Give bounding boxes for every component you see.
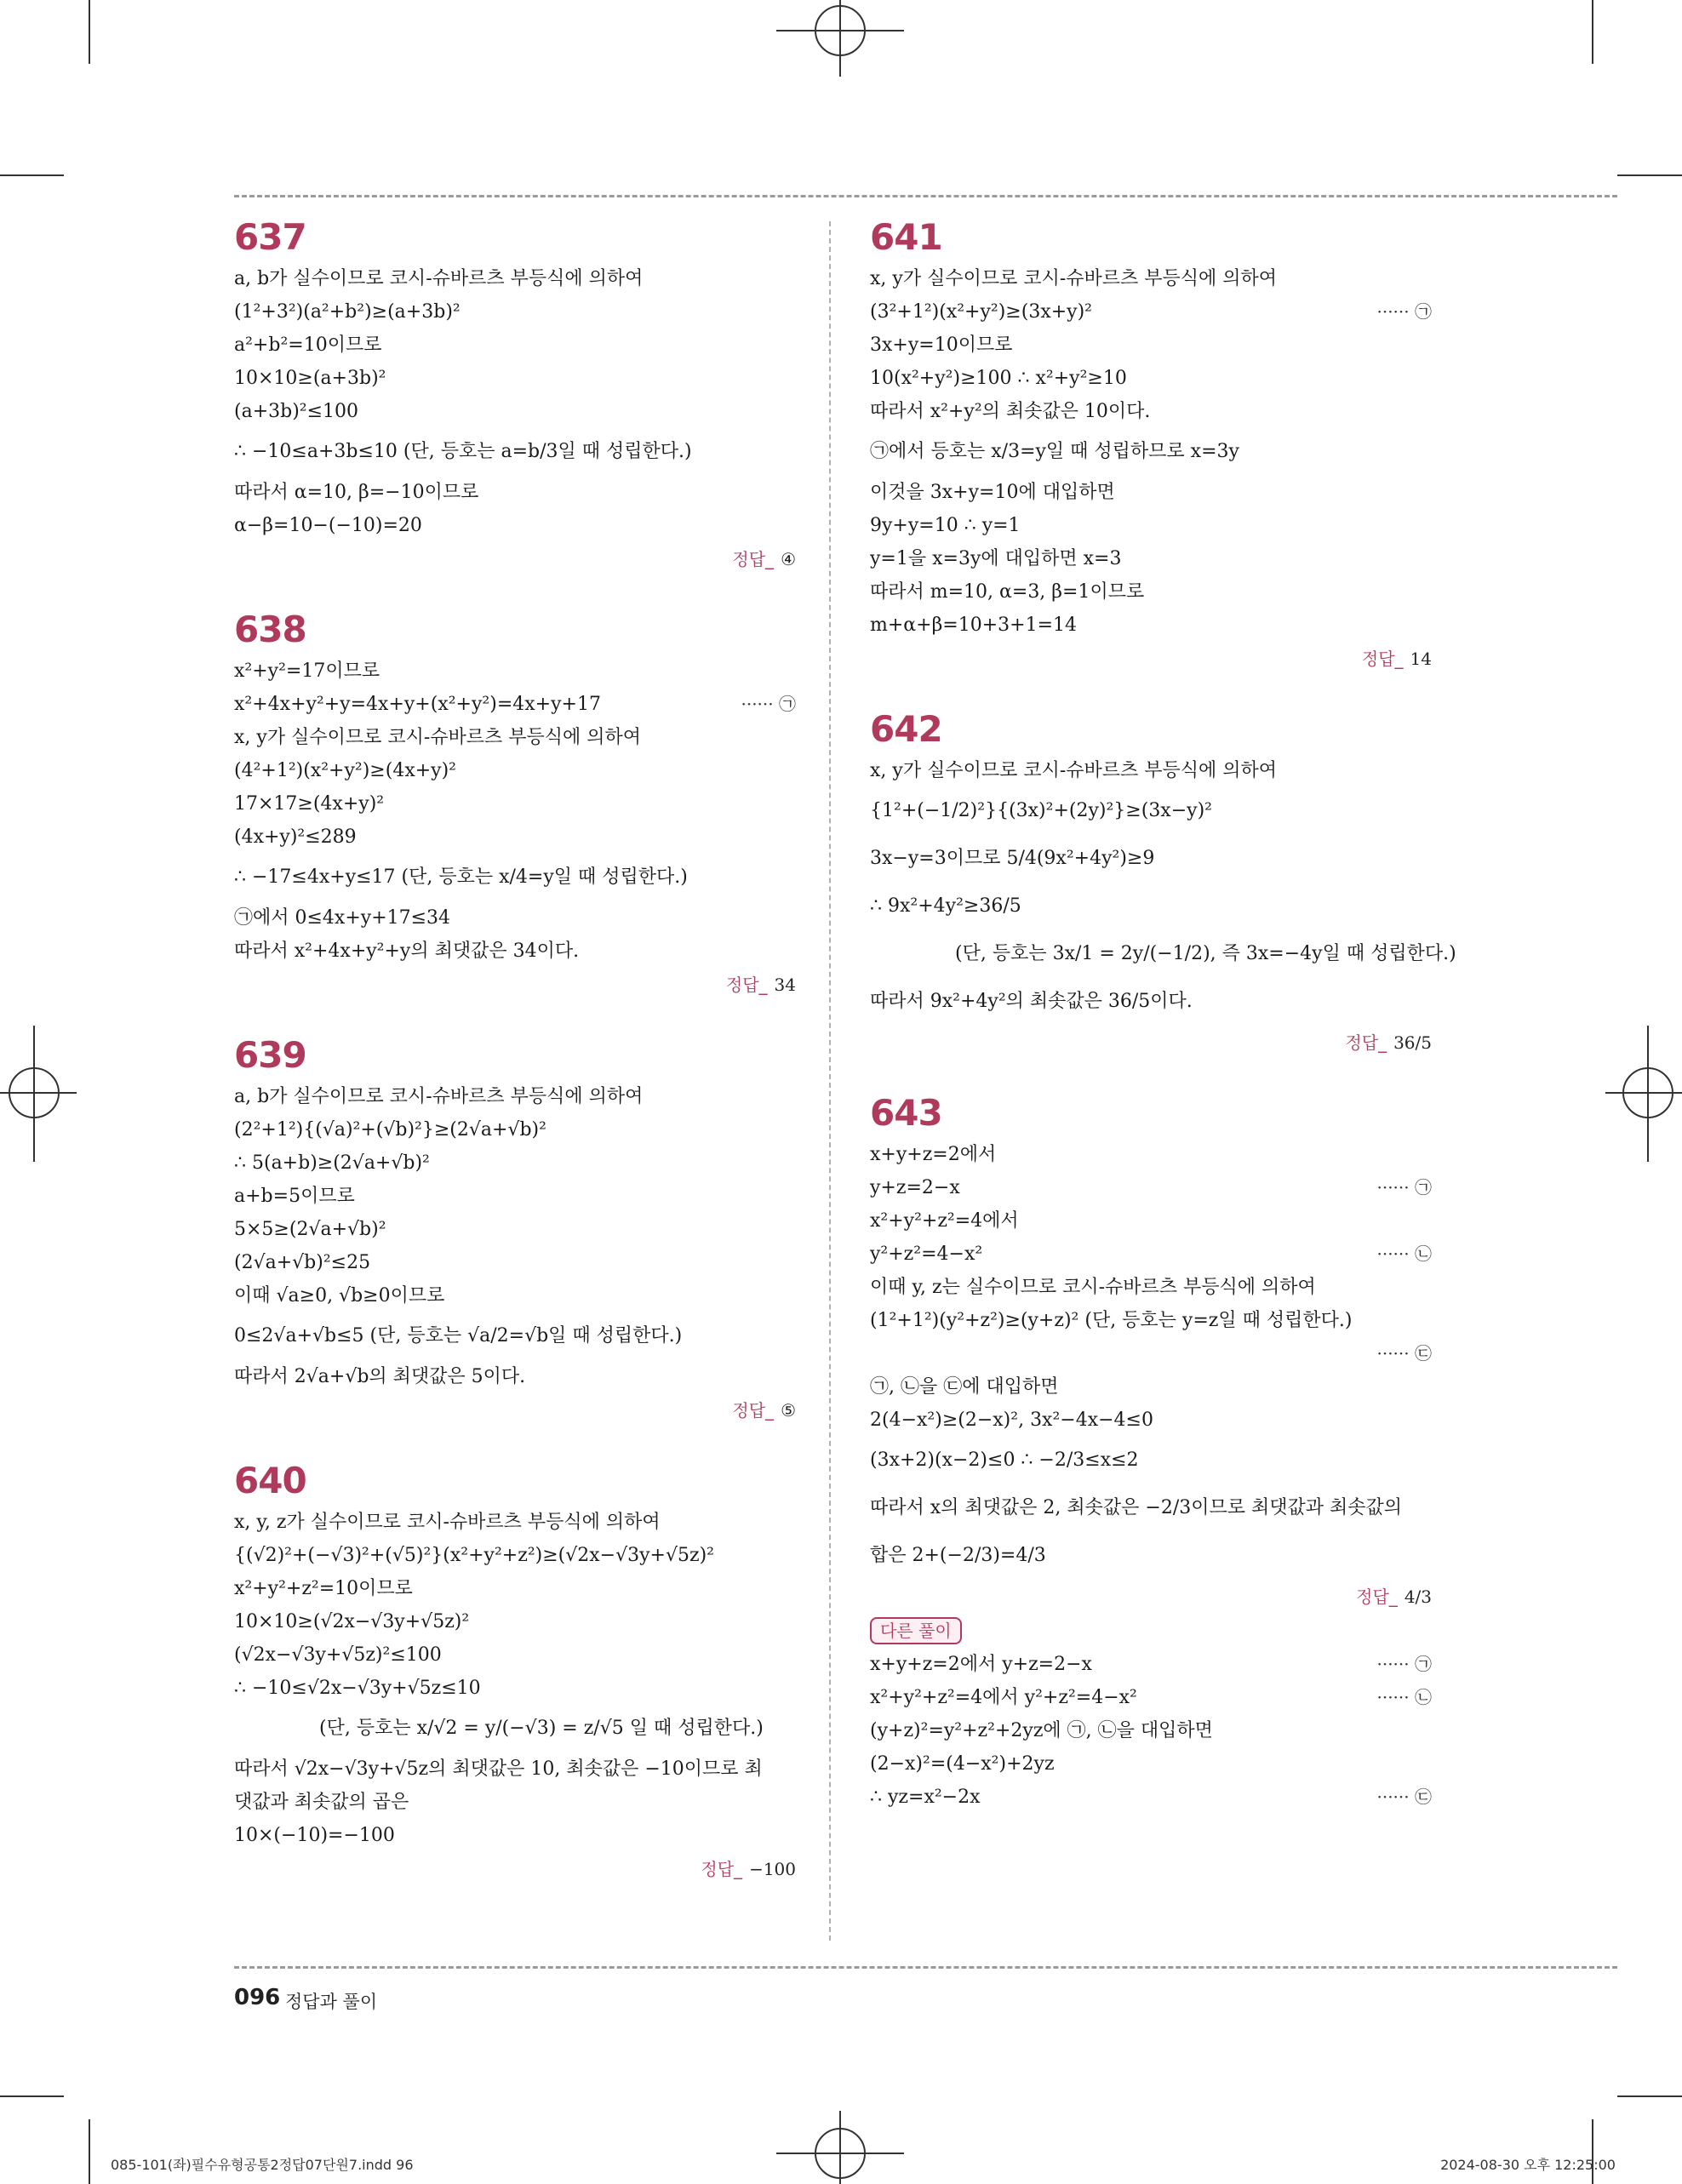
solution-line: [234, 1312, 796, 1360]
solution-line: [870, 1370, 1432, 1404]
solution-text: 이때 √a≥0, √b≥0이므로: [234, 1285, 445, 1306]
problem-gap: [234, 1427, 796, 1456]
solution-line: [234, 688, 796, 721]
problem-637: [234, 213, 796, 576]
solution-text: (1²+3²)(a²+b²)≥(a+3b)²: [234, 301, 461, 323]
solution-text: x, y가 실수이므로 코시-슈바르츠 부등식에 의하여: [234, 727, 642, 748]
section-label: 정답과 풀이: [285, 1992, 378, 2012]
solution-text: 9y+y=10 ∴ y=1: [870, 515, 1021, 536]
solution-text: (4x+y)²≤289: [234, 826, 357, 848]
solution-line: [234, 1146, 796, 1180]
answer-label: 정답_: [732, 549, 775, 569]
solution-text: 10×(−10)=−100: [234, 1825, 395, 1846]
solution-line: [234, 1672, 796, 1705]
problem-638: [234, 605, 796, 1002]
answer-value: 14: [1410, 649, 1432, 669]
solution-line: [234, 1279, 796, 1312]
solution-line: [234, 1605, 796, 1638]
problem-number: 640: [234, 1460, 306, 1501]
answer-label: 정답_: [1356, 1587, 1398, 1607]
problem-number: 638: [234, 609, 306, 650]
solution-line: [870, 1532, 1432, 1580]
answer-value: 4/3: [1404, 1587, 1432, 1607]
solution-line: [234, 428, 796, 476]
solution-text: y+z=2−x: [870, 1177, 960, 1198]
registration-mark: [0, 1092, 77, 1094]
solution-text: (y+z)²=y²+z²+2yz에 ㉠, ㉡을 대입하면: [870, 1720, 1213, 1741]
solution-text: x²+y²=17이므로: [234, 660, 380, 682]
solution-text: ∴ −10≤a+3b≤10 (단, 등호는 a=b/3일 때 성립한다.): [234, 441, 692, 462]
solution-line: [870, 609, 1432, 642]
solution-text: ∴ 5(a+b)≥(2√a+√b)²: [234, 1152, 430, 1174]
solution-text: ∴ −10≤√2x−√3y+√5z≤10: [234, 1678, 481, 1699]
solution-text: (2√a+√b)²≤25: [234, 1252, 371, 1273]
solution-line: [870, 509, 1432, 542]
solution-line: [870, 1681, 1432, 1714]
solution-line: [234, 854, 796, 901]
solution-line: [870, 1747, 1432, 1781]
equation-tag: ······ ㉠: [1376, 1177, 1432, 1198]
solution-text: 따라서 m=10, α=3, β=1이므로: [870, 581, 1145, 603]
crop-mark: [0, 174, 64, 176]
equation-tag: ······ ㉠: [1376, 301, 1432, 322]
solution-line: [234, 1113, 796, 1146]
page-number: 096: [234, 1985, 281, 2010]
solution-line: [234, 1180, 796, 1213]
answer-line: [234, 968, 796, 1002]
print-slug-date: 2024-08-30 오후 12:25:00: [1440, 2157, 1616, 2173]
answer-label: 정답_: [732, 1400, 775, 1421]
solution-text: y²+z²=4−x²: [870, 1244, 983, 1265]
equation-tag: ······ ㉢: [1376, 1787, 1432, 1807]
problem-number: 637: [234, 216, 306, 258]
solution-text: x²+y²+z²=4에서 y²+z²=4−x²: [870, 1687, 1137, 1708]
solution-text: 따라서 √2x−√3y+√5z의 최댓값은 10, 최솟값은 −10이므로 최: [234, 1758, 763, 1780]
solution-text: 따라서 x의 최댓값은 2, 최솟값은 −2/3이므로 최댓값과 최솟값의: [870, 1497, 1402, 1518]
solution-text: a, b가 실수이므로 코시-슈바르츠 부등식에 의하여: [234, 268, 644, 289]
equation-tag: ······ ㉡: [1376, 1244, 1432, 1264]
problem-gap: [870, 1060, 1432, 1089]
crop-mark: [1592, 2119, 1593, 2184]
solution-line: [870, 835, 1432, 883]
answer-line: [234, 542, 796, 576]
solution-text: 17×17≥(4x+y)²: [234, 793, 385, 815]
solution-text: {(√2)²+(−√3)²+(√5)²}(x²+y²+z²)≥(√2x−√3y+√5z)²: [234, 1545, 714, 1566]
solution-line: [870, 1171, 1432, 1204]
answer-value: ④: [781, 549, 796, 569]
equation-tag: ······ ㉠: [741, 694, 796, 714]
solution-line: [870, 1714, 1432, 1747]
solution-line: [234, 754, 796, 787]
problem-number: 641: [870, 216, 942, 258]
solution-line: [234, 1213, 796, 1246]
answer-value: −100: [749, 1859, 796, 1879]
solution-text: 따라서 2√a+√b의 최댓값은 5이다.: [234, 1366, 526, 1387]
solution-text: ㉠, ㉡을 ㉢에 대입하면: [870, 1376, 1059, 1398]
solution-text: (4²+1²)(x²+y²)≥(4x+y)²: [234, 760, 456, 781]
solution-text: m+α+β=10+3+1=14: [870, 615, 1078, 636]
solution-line: [234, 935, 796, 968]
equation-tag: ······ ㉠: [1376, 1654, 1432, 1674]
solution-text: ㉠에서 등호는 x/3=y일 때 성립하므로 x=3y: [870, 441, 1239, 462]
solution-line: [870, 1781, 1432, 1814]
solution-text: ㉠에서 0≤4x+y+17≤34: [234, 907, 451, 929]
solution-line: [870, 883, 1432, 930]
solution-text: 10×10≥(√2x−√3y+√5z)²: [234, 1611, 470, 1632]
crop-mark: [1617, 2095, 1682, 2097]
crop-mark: [89, 2119, 90, 2184]
solution-line: [870, 395, 1432, 428]
solution-text: 2(4−x²)≥(2−x)², 3x²−4x−4≤0: [870, 1409, 1153, 1431]
answer-value: 36/5: [1393, 1032, 1432, 1053]
crop-mark: [89, 0, 90, 64]
answer-line: [870, 1580, 1432, 1614]
solution-line: [234, 1360, 796, 1393]
problem-gap: [234, 576, 796, 605]
solution-line: [870, 295, 1432, 329]
solution-text: ∴ yz=x²−2x: [870, 1787, 981, 1808]
solution-line: [234, 1572, 796, 1605]
solution-text: x²+y²+z²=4에서: [870, 1210, 1019, 1232]
crop-mark: [1592, 0, 1593, 64]
problem-number: 643: [870, 1092, 942, 1134]
answer-value: 34: [774, 975, 796, 995]
solution-line: [870, 575, 1432, 609]
solution-text: 따라서 α=10, β=−10이므로: [234, 482, 479, 503]
top-divider: [234, 195, 1617, 197]
solution-line: [870, 329, 1432, 362]
solution-text: a, b가 실수이므로 코시-슈바르츠 부등식에 의하여: [234, 1086, 644, 1107]
solution-line: [870, 787, 1432, 835]
solution-line: [234, 509, 796, 542]
problem-639: [234, 1031, 796, 1427]
solution-line: [234, 1705, 796, 1752]
solution-line: [870, 1238, 1432, 1271]
solution-line: [870, 362, 1432, 395]
equation-tag: ······ ㉡: [1376, 1687, 1432, 1707]
solution-line: [234, 1080, 796, 1113]
problem-641: [870, 213, 1432, 676]
solution-text: (단, 등호는 3x/1 = 2y/(−1/2), 즉 3x=−4y일 때 성립한다.): [955, 943, 1456, 964]
crop-mark: [1617, 174, 1682, 176]
solution-text: 10×10≥(a+3b)²: [234, 368, 386, 389]
solution-line: [870, 754, 1432, 787]
solution-line: [870, 1404, 1432, 1437]
column-divider: [829, 221, 831, 1941]
solution-line: [234, 362, 796, 395]
solution-text: a+b=5이므로: [234, 1186, 355, 1207]
answer-label: 정답_: [1345, 1032, 1387, 1053]
solution-line: [234, 1786, 796, 1819]
solution-line: [234, 1819, 796, 1852]
solution-text: (2−x)²=(4−x²)+2yz: [870, 1753, 1055, 1775]
solution-text: x, y, z가 실수이므로 코시-슈바르츠 부등식에 의하여: [234, 1512, 661, 1533]
solution-line: [234, 901, 796, 935]
solution-line: [234, 1246, 796, 1279]
registration-mark: [839, 2111, 841, 2184]
solution-text: 따라서 x²+4x+y²+y의 최댓값은 34이다.: [234, 940, 580, 962]
solution-text: 3x−y=3이므로 5/4(9x²+4y²)≥9: [870, 848, 1155, 869]
answer-line: [870, 1026, 1432, 1060]
solution-line: [870, 1204, 1432, 1238]
solution-text: (2²+1²){(√a)²+(√b)²}≥(2√a+√b)²: [234, 1119, 546, 1141]
solution-text: (3²+1²)(x²+y²)≥(3x+y)²: [870, 301, 1092, 323]
solution-line: [234, 395, 796, 428]
solution-line: [234, 295, 796, 329]
answer-line: [234, 1852, 796, 1886]
solution-line: [870, 428, 1432, 476]
problem-number: 642: [870, 708, 942, 750]
solution-line: [870, 978, 1432, 1026]
solution-text: x, y가 실수이므로 코시-슈바르츠 부등식에 의하여: [870, 268, 1278, 289]
solution-text: x+y+z=2에서: [870, 1144, 997, 1165]
solution-text: 합은 2+(−2/3)=4/3: [870, 1545, 1046, 1566]
solution-text: 이것을 3x+y=10에 대입하면: [870, 482, 1115, 503]
solution-text: ∴ 9x²+4y²≥36/5: [870, 895, 1021, 917]
solution-line: [870, 930, 1456, 978]
solution-text: ∴ −17≤4x+y≤17 (단, 등호는 x/4=y일 때 성립한다.): [234, 866, 688, 888]
solution-line: [870, 1648, 1432, 1681]
solution-line: [870, 262, 1432, 295]
solution-line: [870, 1484, 1432, 1532]
problem-gap: [234, 1002, 796, 1031]
answer-value: ⑤: [781, 1400, 796, 1421]
problem-643: [870, 1089, 1432, 1814]
equation-tag: ······ ㉢: [1376, 1343, 1432, 1364]
solution-text: x+y+z=2에서 y+z=2−x: [870, 1654, 1092, 1675]
solution-line: [870, 1437, 1432, 1484]
solution-line: [234, 721, 796, 754]
solution-line: [870, 542, 1432, 575]
problem-642: [870, 705, 1456, 1060]
answer-label: 정답_: [725, 975, 768, 995]
solution-line: [234, 787, 796, 820]
solution-line: [234, 1539, 796, 1572]
solution-text: (1²+1²)(y²+z²)≥(y+z)² (단, 등호는 y=z일 때 성립한다.): [870, 1310, 1353, 1331]
solution-text: α−β=10−(−10)=20: [234, 515, 422, 536]
problem-number: 639: [234, 1034, 306, 1076]
solution-line: [234, 262, 796, 295]
solution-text: 따라서 x²+y²의 최솟값은 10이다.: [870, 401, 1151, 422]
solution-line: [870, 1304, 1432, 1337]
solution-text: 0≤2√a+√b≤5 (단, 등호는 √a/2=√b일 때 성립한다.): [234, 1325, 683, 1346]
solution-text: (√2x−√3y+√5z)²≤100: [234, 1644, 442, 1666]
solution-text: {1²+(−1/2)²}{(3x)²+(2y)²}≥(3x−y)²: [870, 800, 1212, 821]
solution-text: 5×5≥(2√a+√b)²: [234, 1219, 386, 1240]
bottom-divider: [234, 1966, 1617, 1969]
registration-mark: [1605, 1092, 1682, 1094]
answer-line: [870, 642, 1432, 676]
solution-text: 댓값과 최솟값의 곱은: [234, 1792, 409, 1813]
solution-text: (3x+2)(x−2)≤0 ∴ −2/3≤x≤2: [870, 1449, 1139, 1471]
crop-mark: [0, 2095, 64, 2097]
solution-line: [234, 1752, 796, 1786]
print-slug-file: 085-101(좌)필수유형공통2정답07단원7.indd 96: [111, 2157, 414, 2173]
left-column: [234, 213, 796, 1886]
alternate-solution-badge: 다른 풀이: [870, 1617, 962, 1644]
solution-line: [234, 655, 796, 688]
registration-mark: [839, 0, 841, 77]
answer-label: 정답_: [701, 1859, 743, 1879]
answer-line: [234, 1393, 796, 1427]
solution-line: [870, 1337, 1432, 1370]
solution-text: x²+4x+y²+y=4x+y+(x²+y²)=4x+y+17: [234, 694, 601, 715]
solution-text: 10(x²+y²)≥100 ∴ x²+y²≥10: [870, 368, 1127, 389]
solution-line: [234, 1506, 796, 1539]
solution-line: [870, 1271, 1432, 1304]
solution-text: 3x+y=10이므로: [870, 334, 1013, 356]
solution-text: 이때 y, z는 실수이므로 코시-슈바르츠 부등식에 의하여: [870, 1277, 1316, 1298]
registration-mark: [1647, 1026, 1649, 1162]
solution-line: [234, 329, 796, 362]
problem-gap: [870, 676, 1432, 705]
registration-mark: [33, 1026, 35, 1162]
solution-text: x²+y²+z²=10이므로: [234, 1578, 413, 1599]
solution-text: y=1을 x=3y에 대입하면 x=3: [870, 548, 1122, 569]
problem-640: [234, 1456, 796, 1886]
solution-text: (a+3b)²≤100: [234, 401, 359, 422]
solution-line: [234, 820, 796, 854]
solution-line: [870, 1138, 1432, 1171]
solution-text: x, y가 실수이므로 코시-슈바르츠 부등식에 의하여: [870, 760, 1278, 781]
right-column: [870, 213, 1456, 1814]
answer-label: 정답_: [1361, 649, 1404, 669]
solution-text: (단, 등호는 x/√2 = y/(−√3) = z/√5 일 때 성립한다.): [319, 1718, 764, 1739]
solution-text: 따라서 9x²+4y²의 최솟값은 36/5이다.: [870, 991, 1193, 1012]
solution-line: [234, 476, 796, 509]
solution-text: a²+b²=10이므로: [234, 334, 382, 356]
solution-line: [234, 1638, 796, 1672]
solution-line: [870, 476, 1432, 509]
